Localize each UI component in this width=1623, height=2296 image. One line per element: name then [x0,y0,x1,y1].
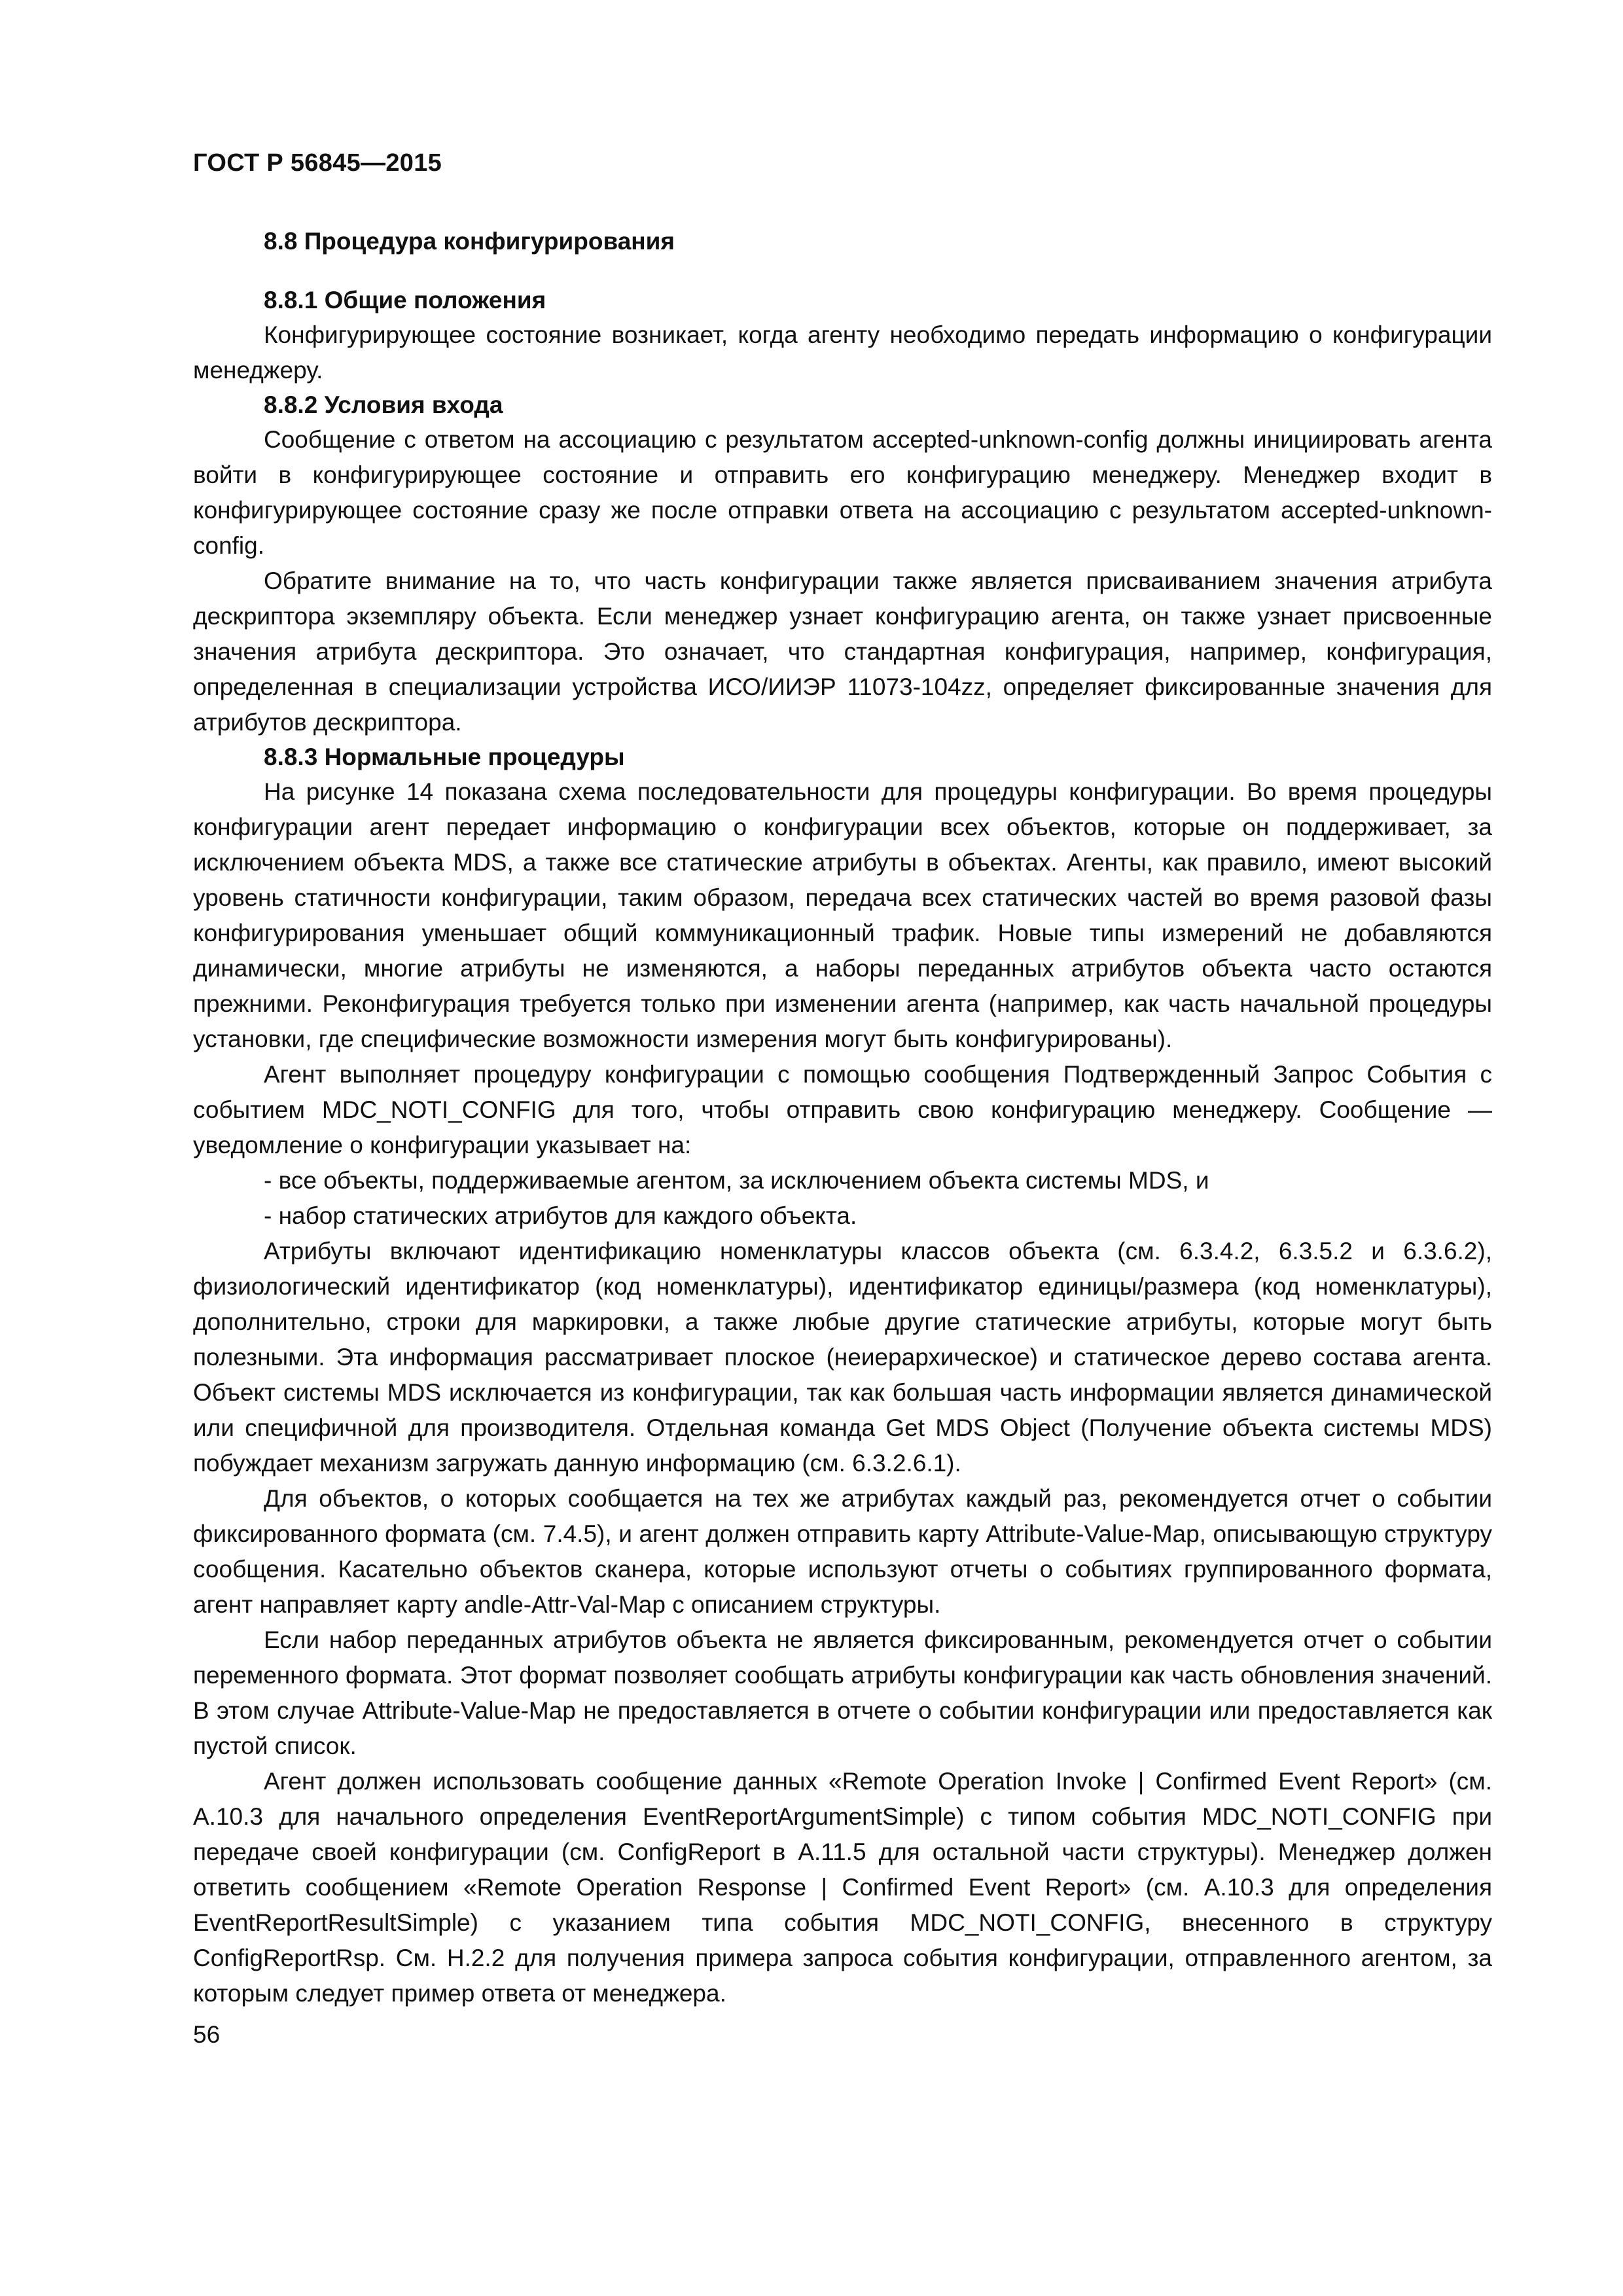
paragraph: Обратите внимание на то, что часть конфигурации также является присваиванием значения атрибута дескриптора экземпляру объекта. Если менеджер узнает конфигурацию агента, он также узнает присвоенные значения атрибута дескриптора. Это означает, что стандартная конфигурация, например, конфигурация, определенная в специализации устройства ИСО/ИИЭР 11073-104zz, определяет фиксированные значения для атрибутов дескриптора. [193,567,1492,736]
paragraph: Сообщение с ответом на ассоциацию с результатом accepted-unknown-config должны инициировать агента войти в конфигурирующее состояние и отправить его конфигурацию менеджеру. Менеджер входит в конфигурирующее состояние сразу же после отправки ответа на ассоциацию с результатом accepted-unknown-config. [193,426,1492,559]
section-title: 8.8 Процедура конфигурирования [264,228,675,255]
subsection-title-8-8-1: 8.8.1 Общие положения [264,287,546,314]
page-number: 56 [193,2021,221,2048]
paragraph: На рисунке 14 показана схема последовательности для процедуры конфигурации. Во время процедуры конфигурации агент передает информацию о конфигурации всех объектов, которые он поддерживает, за исключением объекта MDS, а также все статические атрибуты в объектах. Агенты, как правило, имеют высокий уровень статичности конфигурации, таким образом, передача всех статических частей во время разовой фазы конфигурирования уменьшает общий коммуникационный трафик. Новые типы измерений не добавляются динамически, многие атрибуты не изменяются, а наборы переданных атрибутов объекта часто остаются прежними. Реконфигурация требуется только при изменении агента (например, как часть начальной процедуры установки, где специфические возможности измерения могут быть конфигурированы). [193,778,1492,1052]
subsection-title-8-8-2: 8.8.2 Условия входа [264,391,503,418]
document-page [193,147,1492,2011]
paragraph: Для объектов, о которых сообщается на тех же атрибутах каждый раз, рекомендуется отчет о событии фиксированного формата (см. 7.4.5), и агент должен отправить карту Attribute-Value-Map, описывающую структуру сообщения. Касательно объектов сканера, которые используют отчеты о событиях группированного формата, агент направляет карту andle-Attr-Val-Map с описанием структуры. [193,1485,1492,1618]
paragraph: Агент выполняет процедуру конфигурации с помощью сообщения Подтвержденный Запрос События с событием MDC_NOTI_CONFIG для того, чтобы отправить свою конфигурацию менеджеру. Сообщение — уведомление о конфигурации указывает на: [193,1061,1492,1158]
bullet-list [193,1163,1492,1234]
paragraph: Конфигурирующее состояние возникает, когда агенту необходимо передать информацию о конфигурации менеджеру. [193,321,1492,384]
paragraph: Атрибуты включают идентификацию номенклатуры классов объекта (см. 6.3.4.2, 6.3.5.2 и 6.3.6.2), физиологический идентификатор (код номенклатуры), идентификатор единицы/размера (код номенклатуры), дополнительно, строки для маркировки, а также любые другие статические атрибуты, которые могут быть полезными. Эта информация рассматривает плоское (неиерархическое) и статическое дерево состава агента. Объект системы MDS исключается из конфигурации, так как большая часть информации является динамической или специфичной для производителя. Отдельная команда Get MDS Object (Получение объекта системы MDS) побуждает механизм загружать данную информацию (см. 6.3.2.6.1). [193,1238,1492,1477]
list-item: - набор статических атрибутов для каждого объекта. [264,1202,857,1229]
paragraph: Если набор переданных атрибутов объекта не является фиксированным, рекомендуется отчет о событии переменного формата. Этот формат позволяет сообщать атрибуты конфигурации как часть обновления значений. В этом случае Attribute-Value-Map не предоставляется в отчете о событии конфигурации или предоставляется как пустой список. [193,1626,1492,1759]
list-item: - все объекты, поддерживаемые агентом, за исключением объекта системы MDS, и [264,1167,1209,1194]
paragraph: Агент должен использовать сообщение данных «Remote Operation Invoke | Confirmed Event Report» (см. A.10.3 для начального определения EventReportArgumentSimple) с типом события MDC_NOTI_CONFIG при передаче своей конфигурации (см. ConfigReport в A.11.5 для остальной части структуры). Менеджер должен ответить сообщением «Remote Operation Response | Confirmed Event Report» (см. A.10.3 для определения EventReportResultSimple) с указанием типа события MDC_NOTI_CONFIG, внесенного в структуру ConfigReportRsp. См. H.2.2 для получения примера запроса события конфигурации, отправленного агентом, за которым следует пример ответа от менеджера. [193,1768,1492,2007]
subsection-title-8-8-3: 8.8.3 Нормальные процедуры [264,744,625,770]
document-code: ГОСТ Р 56845—2015 [193,149,442,177]
